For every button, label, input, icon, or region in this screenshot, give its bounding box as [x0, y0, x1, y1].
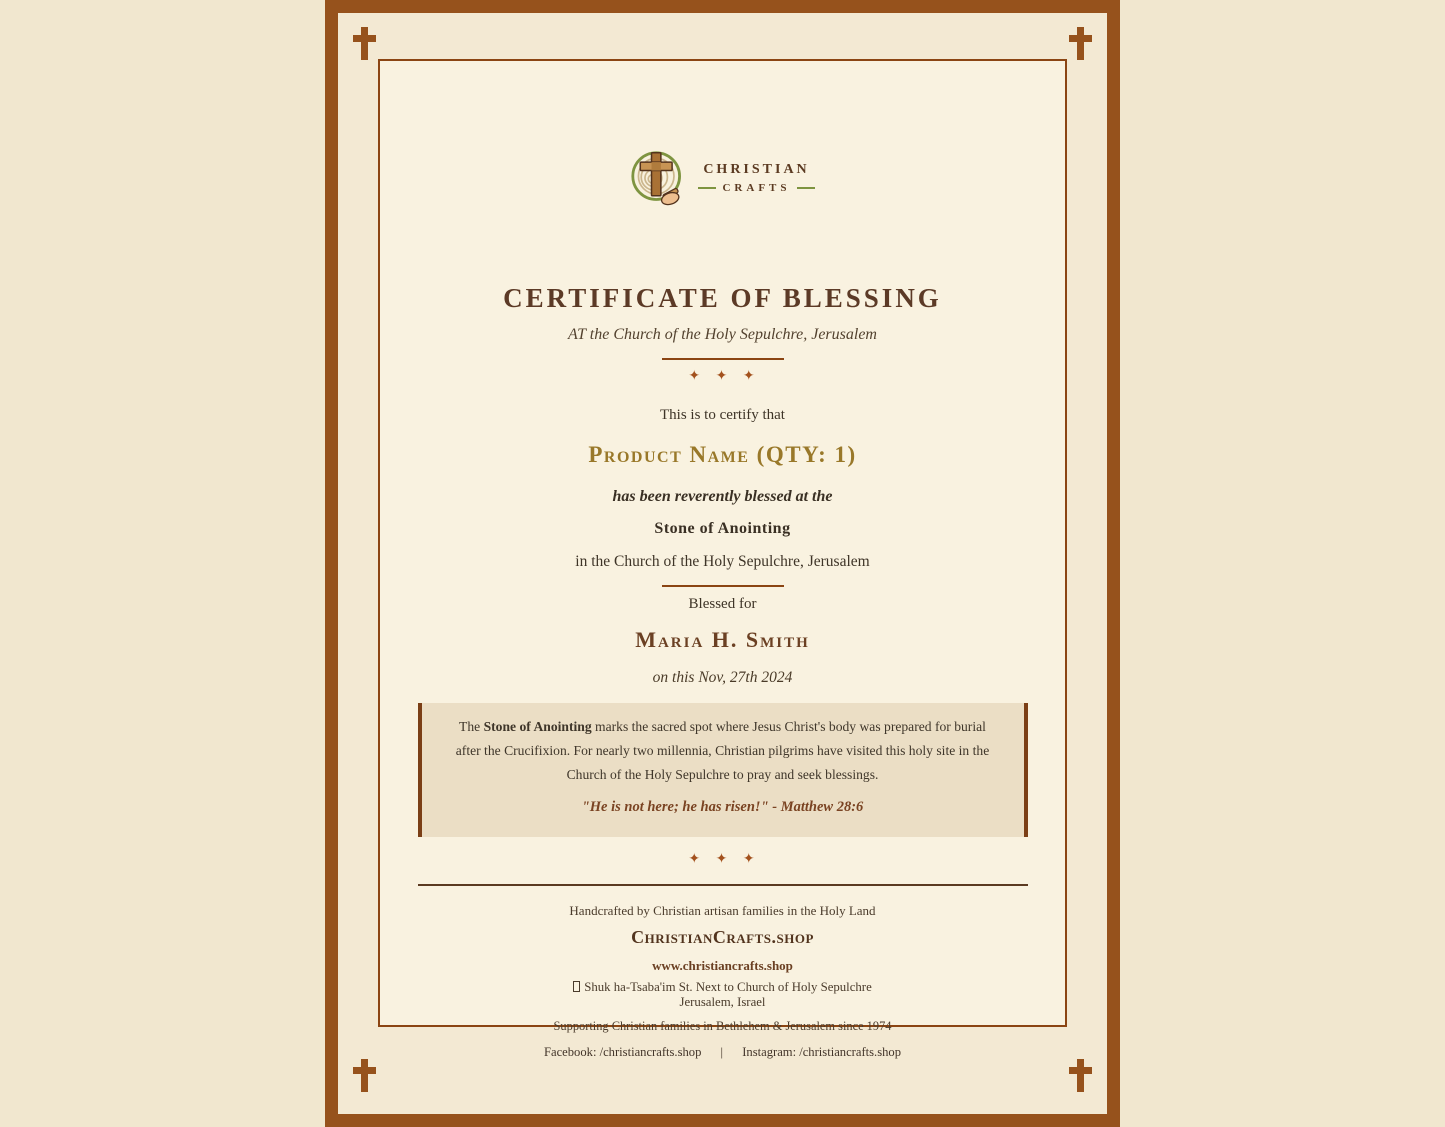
- brand-logo-text: [698, 162, 814, 194]
- social-separator: |: [720, 1044, 724, 1059]
- logo-dash-right: [797, 187, 815, 189]
- blessing-date: on this Nov, 27th 2024: [652, 669, 793, 686]
- logo-dash-left: [698, 187, 716, 189]
- recipient-name: Maria H. Smith: [635, 627, 810, 652]
- corner-cross-icon: [1069, 27, 1092, 60]
- corner-cross-icon: [353, 27, 376, 60]
- info-box-bold-term: Stone of Anointing: [483, 719, 592, 734]
- certificate-page: [325, 0, 1120, 1127]
- brand-subname: CRAFTS: [722, 182, 791, 194]
- location-detail: in the Church of the Holy Sepulchre, Jerusalem: [575, 553, 870, 570]
- blessed-for-label: Blessed for: [688, 596, 757, 612]
- address-line-2: Jerusalem, Israel: [679, 994, 766, 1009]
- certify-line: This is to certify that: [660, 407, 785, 423]
- handcrafted-line: Handcrafted by Christian artisan families in the Holy Land: [569, 902, 876, 918]
- website-url: www.christiancrafts.shop: [652, 957, 793, 973]
- diamond-ornament: ✦ ✦ ✦: [688, 851, 757, 867]
- certificate-subtitle: AT the Church of the Holy Sepulchre, Jerusalem: [568, 326, 877, 343]
- product-name: Product Name (QTY: 1): [588, 442, 857, 467]
- info-box-body: The Stone of Anointing marks the sacred spot where Jesus Christ's body was prepared for burial after the Crucifixion. For nearly two millennia, Christian pilgrims have visited this holy site in the Church of the Holy Sepulchre to pray and seek blessings.: [455, 719, 990, 782]
- location-name: Stone of Anointing: [654, 520, 791, 537]
- scripture-quote: "He is not here; he has risen!" - Matthew 28:6: [581, 799, 864, 816]
- instagram-handle: Instagram: /christiancrafts.shop: [742, 1044, 901, 1059]
- footer-divider-line: [418, 884, 1028, 886]
- address-line-1: Shuk ha-Tsaba'im St. Next to Church of Holy Sepulchre: [380, 980, 1065, 995]
- brand-logo: [630, 146, 814, 210]
- supporting-line: Supporting Christian families in Bethlehem & Jerusalem since 1974: [553, 1018, 892, 1033]
- corner-cross-icon: [1069, 1059, 1092, 1092]
- social-links-row: [380, 1045, 1065, 1060]
- certificate-sheet: [378, 59, 1067, 1059]
- divider-line: [662, 358, 784, 360]
- location-pin-icon: [573, 981, 580, 992]
- brand-name: CHRISTIAN: [703, 162, 810, 177]
- certificate-title: CERTIFICATE OF BLESSING: [503, 283, 942, 313]
- stone-of-anointing-info-box: [418, 703, 1028, 837]
- wooden-cross-badge-icon: [630, 146, 688, 210]
- divider-line: [662, 585, 784, 587]
- shop-name: ChristianCrafts.shop: [631, 926, 814, 947]
- corner-cross-icon: [353, 1059, 376, 1092]
- diamond-ornament: ✦ ✦ ✦: [688, 369, 757, 384]
- facebook-handle: Facebook: /christiancrafts.shop: [543, 1044, 702, 1059]
- blessed-line: has been reverently blessed at the: [612, 488, 833, 505]
